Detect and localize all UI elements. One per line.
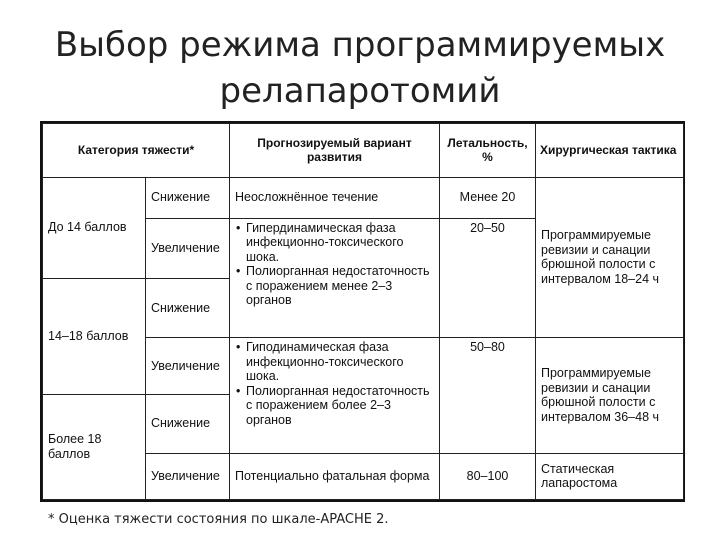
trend-cell: Снижение [146,394,230,453]
variant-cell [230,338,440,453]
variant-list [235,221,434,308]
tactic-cell: Статическая лапаростома [536,453,684,499]
title-line-2: релапаротомий [219,71,501,111]
trend-cell: Снижение [146,278,230,338]
table-row [43,177,684,218]
tactic-cell: Программируемые ревизии и санации брюшной полости с интервалом 36–48 ч [536,338,684,453]
lethality-cell: 50–80 [440,338,536,453]
variant-item: • Полиорганная недостаточность с поражением более 2–3 органов [246,384,434,428]
variant-cell: Неосложнённое течение [230,177,440,218]
footnote: * Оценка тяжести состояния по шкале-APACHE 2. [48,512,389,527]
header-tactic: Хирургическая тактика [536,124,684,178]
variant-item: • Гиподинамическая фаза инфекционно-токсического шока. [246,340,434,384]
variant-cell: Потенциально фатальная форма [230,453,440,499]
variant-item: • Гипердинамическая фаза инфекционно-токсического шока. [246,221,434,265]
table [42,123,684,500]
group-label-2: 14–18 баллов [43,278,146,394]
group-label-1: До 14 баллов [43,177,146,278]
variant-item: • Полиорганная недостаточность с поражением менее 2–3 органов [246,264,434,308]
variant-list [235,340,434,427]
relaparotomy-table [40,121,685,502]
table-header-row [43,124,684,178]
variant-cell [230,218,440,337]
group-label-3: Более 18 баллов [43,394,146,499]
tactic-cell: Программируемые ревизии и санации брюшной полости с интервалом 18–24 ч [536,177,684,338]
lethality-cell: 80–100 [440,453,536,499]
header-lethality: Летальность, % [440,124,536,178]
lethality-cell: 20–50 [440,218,536,337]
slide-title [0,22,720,114]
trend-cell: Увеличение [146,453,230,499]
header-category: Категория тяжести* [43,124,230,178]
header-variant: Прогнозируемый вариант развития [230,124,440,178]
lethality-cell: Менее 20 [440,177,536,218]
trend-cell: Увеличение [146,338,230,395]
trend-cell: Увеличение [146,218,230,278]
title-line-1: Выбор режима программируемых [54,25,666,65]
trend-cell: Снижение [146,177,230,218]
